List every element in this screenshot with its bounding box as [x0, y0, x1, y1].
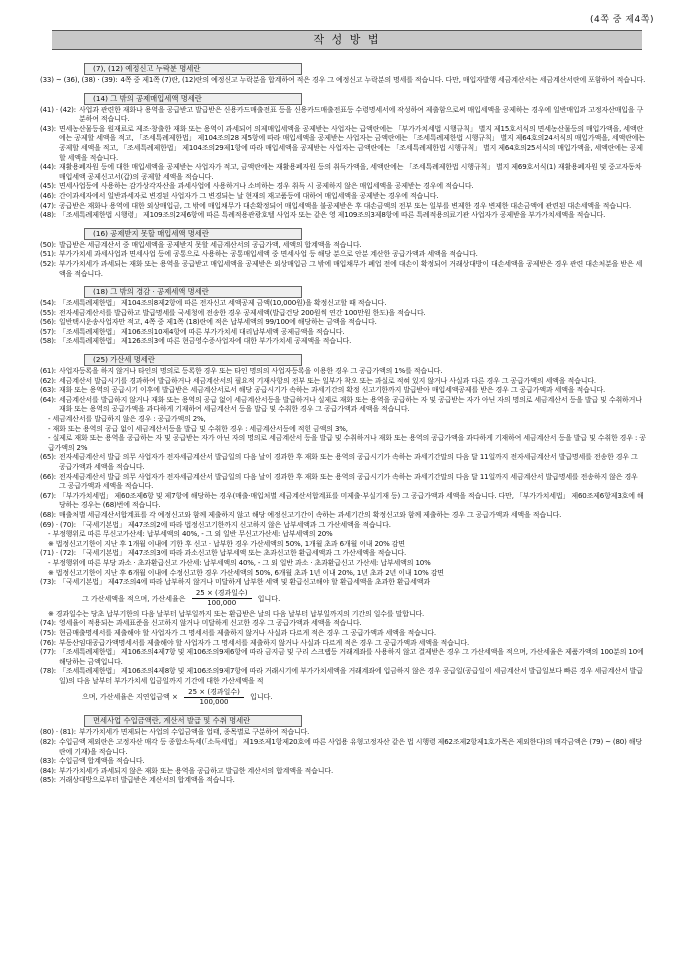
formula-prefix: 그 가산세액을 적으며, 가산세율은 [82, 594, 186, 603]
instruction-row [40, 639, 646, 649]
item-number: (71) · (72): [40, 549, 76, 558]
note-line: ※ 법정신고기한이 지난 후 1개월 이내에 기한 후 신고 · 납부한 경우 가산세액의 50%, 1개월 초과 6개월 이내 20% 감면 [48, 539, 405, 548]
item-text: 「조세특례제한법」 제106조의4제7항 및 제106조의9제6항에 따라 금지금 및 구리 스크랩등 거래계좌를 사용하지 않고 결제받은 경우 그 가산세액을 적으며, 가산세율은 제품가액의 100분의 10에 해당하는 금액입니다. [58, 648, 644, 666]
item-number: (56): [40, 318, 56, 327]
item-text: 수입금액 합계액을 적습니다. [58, 757, 145, 766]
fraction-denominator: 100,000 [207, 599, 237, 608]
rate-fraction [192, 589, 252, 608]
item-text: 부가가치세 과세사업과 면세사업 등에 공통으로 사용하는 공통매입세액 중 면세사업 등 해당 분으로 안분 계산한 공급가액과 세액을 적습니다. [58, 250, 478, 259]
item-number: (57): [40, 327, 56, 336]
item-number: (83): [40, 757, 56, 766]
item-number: (62): [40, 376, 56, 385]
instruction-row [40, 757, 646, 767]
section-header-nondeductible: (16) 공제받지 못할 매입세액 명세란 [84, 228, 302, 240]
fraction-denominator: 100,000 [199, 697, 229, 706]
instruction-row [40, 738, 646, 757]
item-number: (45): [40, 182, 56, 191]
instruction-row [40, 192, 646, 202]
rate-fraction [184, 688, 244, 707]
item-text: 「국세기본법」 제47조의2에 따라 법정신고기한까지 신고하지 않은 납부세액과 그 가산세액을 적습니다. [78, 520, 391, 529]
item-text: 영세율이 적용되는 과세표준을 신고하지 않거나 미달하게 신고한 경우 그 공급가액과 세액을 적습니다. [58, 619, 362, 628]
instruction-row [40, 511, 646, 521]
formula-line [40, 686, 646, 708]
item-text: 현금매출명세서를 제출해야 할 사업자가 그 명세서를 제출하지 않거나 사실과 다르게 적은 경우 그 공급가액과 세액을 적습니다. [58, 628, 437, 637]
item-number: (41) · (42): [40, 105, 76, 114]
item-number: (43): [40, 124, 56, 133]
bullet-line: - 실제로 재화 또는 용역을 공급하는 자 및 공급받는 자가 아닌 자의 명의로 세금계산서 등을 발급 및 수취하거나 재화 또는 용역의 공급가액을 과다하게 기재하여 세금계산서 등을 발급 및 수취한 경우 : 공급가액의 2% [48, 434, 646, 452]
instruction-row [40, 211, 646, 221]
item-text: 발급받은 세금계산서 중 매입세액을 공제받지 못할 세금계산서의 공급가액, 세액의 합계액을 적습니다. [58, 240, 362, 249]
item-text: 사업과 관련한 재화나 용역을 공급받고 발급받은 신용카드매출전표 등을 신용카드매출전표등 수령명세서에 작성하여 제출함으로써 매입세액을 공제하는 경우에 일반매입과 고정자산매입을 구분하여 적습니다. [78, 105, 644, 124]
instruction-row [40, 202, 646, 212]
instruction-row [40, 473, 646, 492]
item-number: (50): [40, 240, 56, 249]
bullet-line: - 부정행위에 따른 부당 과소 · 초과환급신고 가산세: 납부세액의 40%, - 그 외 일반 과소 · 초과환급신고 가산세: 납부세액의 10% [48, 558, 431, 567]
item-text: 부가가치세가 과세되지 않은 재화 또는 용역을 공급하고 발급한 계산서의 합계액을 적습니다. [58, 766, 334, 775]
item-number: (55): [40, 308, 56, 317]
instruction-row [40, 521, 646, 531]
item-number: (63): [40, 386, 56, 395]
instruction-row [40, 648, 646, 667]
bullet-line: - 재화 또는 용역의 공급 없이 세금계산서등을 발급 및 수취한 경우 : 세금계산서등에 적힌 금액의 3%, [48, 424, 348, 433]
item-text: 재화 또는 용역의 공급시기 이후에 발급받은 세금계산서로서 해당 공급시기가 속하는 과세기간의 확정 신고기한까지 발급받아 매입세액공제를 받은 경우 그 공급가액과 세액을 적습니다. [58, 386, 606, 395]
fraction-numerator: 25 × (경과일수) [192, 589, 252, 599]
item-text: 거래상대방으로부터 발급받은 계산서의 합계액을 적습니다. [58, 776, 235, 785]
section-header-other-deductions: (14) 그 밖의 공제매입세액 명세란 [84, 93, 302, 105]
item-text: 「국세기본법」 제47조의4에 따라 납부하지 않거나 미달하게 납부한 세액 및 환급신고해야 할 환급세액을 초과한 환급세액과 [58, 578, 430, 587]
instruction-row [40, 386, 646, 396]
fraction-numerator: 25 × (경과일수) [184, 688, 244, 698]
item-number: (67): [40, 491, 56, 500]
instruction-row [40, 578, 646, 588]
instruction-row [40, 619, 646, 629]
section-header-other-reductions: (18) 그 밖의 경감 · 공제세액 명세란 [84, 286, 302, 298]
instructions-body [40, 56, 646, 786]
item-text: 「조세특례제한법」 제104조의8제2항에 따른 전자신고 세액공제 금액(10,000원)을 확정신고할 때 적습니다. [58, 299, 387, 308]
item-text: 「조세특례제한법」 제106조의10제4항에 따른 부가가치세 대리납부세액 공제금액을 적습니다. [58, 327, 345, 336]
instruction-row [40, 728, 646, 738]
item-number: (80) · (81): [40, 728, 76, 737]
item-number: (77): [40, 648, 56, 657]
item-text: 전자세금계산서 발급 의무 사업자가 전자세금계산서 발급일의 다음 날이 경과한 후 재화 또는 용역의 공급시기가 속하는 과세기간말의 다음 달 11일까지 전자세금계산서 발급명세를 전송한 경우 그 공급가액과 세액을 적습니다. [58, 453, 638, 471]
item-number: (69) · (70): [40, 520, 76, 529]
formula-prefix: 으며, 가산세율은 지연입금액 × [82, 693, 178, 702]
item-number: (47): [40, 201, 56, 210]
item-text: 면세농산물등을 원재료로 제조·창출한 재화 또는 용역이 과세되어 의제매입세액을 공제받는 사업자는 급액란에는 「부가가치세법 시행규칙」 별지 제15호서식의 면세농산물등의 매입가액을, 세액란에는 공제할 세액을 적고, 「조세특례제한법」 제104조의28 제5항에 따라 매입세액을 공제받는 사업자는 금액란에는 「조세특례제한법 시행규칙」 별지 제64호의24서식의 매입가액을, 세액란에는 공제할 세액을 적고, 「조세특례제한법」 제104조의29제1항에 따라 매입세액을 공제받는 사업자는 금액란에는 「조세특례제한법 시행규칙」 별지 제64호의25서식의 매입가액을, 세액란에는 공제할 세액을 적습니다. [58, 124, 645, 162]
page-title: 작 성 방 법 [52, 30, 642, 50]
item-text: 「조세특례제한법」 제106조의4제8항 및 제106조의9제7항에 따라 거래시기에 부가가치세액을 거래계좌에 입금하지 않은 경우 공급일(공급일이 세금계산서 발급일보다 빠른 경우 세금계산서 발급일)의 다음 날부터 부가가치세 입금일까지 기간에 대한 가산세액을 적 [58, 667, 643, 685]
instruction-row [40, 776, 646, 786]
item-text: 공급받은 재화나 용역에 대한 외상매입금, 그 밖에 매입채무가 대손확정되어 매입세액을 불공제받은 후 대손금액의 전부 또는 일부를 변제한 경우 변제한 대손금액에 관련된 대손세액을 적습니다. [58, 201, 632, 210]
item-number: (84): [40, 766, 56, 775]
item-text: 세금계산서를 발급하지 않거나 재화 또는 용역의 공급 없이 세금계산서등을 발급하거나 실제로 재화 또는 용역을 공급하는 자 및 공급받는 자가 아닌 자의 명의로 세금계산서 등을 발급 및 수취하거나 재화 또는 용역의 공급가액을 과다하게 기재하여 세금계산서 등을 발급 및 수취한 경우 그 공급가액과 세액을 적습니다. [58, 395, 642, 414]
instruction-row [40, 241, 646, 251]
instruction-row [40, 377, 646, 387]
item-text: 매출처별 세금계산서합계표를 각 예정신고와 함께 제출하지 않고 해당 예정신고기간이 속하는 과세기간의 확정신고와 함께 제출하는 경우 그 공급가액과 세액을 적습니다. [58, 510, 562, 519]
item-number: (68): [40, 510, 56, 519]
formula-suffix: 입니다. [250, 693, 273, 702]
item-text: 「조세특례제한법」 제126조의3에 따른 현금영수증사업자에 대한 부가가치세 공제액을 적습니다. [58, 337, 352, 346]
item-text: 「조세특례제한법 시행령」 제109조의2제6항에 따른 특례적용관광호텔 사업자 또는 같은 영 제109조의3제8항에 따른 특례적용의료기관 사업자가 공제받을 부가가치세액을 적습니다. [58, 211, 606, 220]
section-header-penalty-tax: (25) 가산세 명세란 [84, 354, 302, 366]
instruction-row [40, 163, 646, 182]
item-number: (76): [40, 638, 56, 647]
instruction-row [40, 396, 646, 415]
instruction-row [40, 250, 646, 260]
item-number: (66): [40, 472, 56, 481]
instruction-row [40, 260, 646, 279]
instruction-row [40, 767, 646, 777]
bullet-line: - 세금계산서를 발급하지 않은 경우 : 공급가액의 2%, [48, 415, 206, 424]
item-number: (46): [40, 191, 56, 200]
item-text: 「국세기본법」 제47조의3에 따라 과소신고한 납부세액 또는 초과신고한 환급세액과 그 가산세액을 적습니다. [78, 549, 407, 558]
instruction-row [40, 492, 646, 511]
instruction-row [40, 76, 646, 86]
instruction-row [40, 367, 646, 377]
item-number: (75): [40, 628, 56, 637]
item-number: (33) ~ (36), (38) · (39): [40, 76, 118, 84]
item-text: 사업자등록을 하지 않거나 타인의 명의로 등록한 경우 또는 타인 명의의 사업자등록을 이용한 경우 그 공급가액의 1%를 적습니다. [58, 367, 443, 376]
item-text: 세금계산서 발급시기를 경과하여 발급하거나 세금계산서의 필요적 기재사항의 전부 또는 일부가 착오 또는 과실로 적혀 있지 않거나 사실과 다른 경우 그 공급가액의 세액을 적습니다. [58, 376, 596, 385]
instruction-row [40, 309, 646, 319]
item-text: 간이과세자에서 일반과세자로 변경된 사업자가 그 변경되는 날 현재의 재고품등에 대하여 매입세액을 공제받는 경우에 적습니다. [58, 191, 439, 200]
item-text: 4쪽 중 제1쪽 (7)란, (12)란의 예정신고 누락분을 합계하여 적은 경우 그 예정신고 누락분의 명세를 적습니다. 다만, 매입자발행 세금계산서는 세금계산서란에 포함하여 적습니다. [120, 76, 646, 84]
item-number: (58): [40, 337, 56, 346]
instruction-row [40, 453, 646, 472]
instruction-row [40, 629, 646, 639]
item-number: (48): [40, 211, 56, 220]
item-text: 전자세금계산서 발급 의무 사업자가 전자세금계산서 발급일의 다음 날이 경과한 후 재화 또는 용역의 공급시기가 속하는 과세기간말의 다음 달 11일까지 세금계산서 발급명세를 전송하지 않은 경우 그 공급가액과 세액을 적습니다. [58, 472, 638, 491]
instruction-row [40, 667, 646, 686]
instruction-row [40, 299, 646, 309]
item-number: (61): [40, 367, 56, 376]
instruction-row [40, 106, 646, 125]
item-number: (82): [40, 738, 56, 747]
item-text: 수입금액 제외란은 고정자산 매각 등 종합소득세(「소득세법」 제19조제1항제20호에 따른 사업용 유형고정자산 같은 법 시행령 제62조제2항제1호가목은 제외한다)의 매각금액은 (79) ~ (80) 해당란에 기재)을 적습니다. [58, 738, 642, 756]
instruction-row [40, 549, 646, 559]
instruction-row [40, 337, 646, 347]
instruction-row [40, 318, 646, 328]
item-number: (74): [40, 619, 56, 628]
item-text: 부동산임대공급가액명세서를 제출해야 할 사업자가 그 명세서를 제출하지 않거나 사실과 다르게 적은 경우 그 공급가액과 세액을 적습니다. [58, 638, 470, 647]
page-number: (4쪽 중 제4쪽) [590, 15, 654, 25]
item-text: 「부가가치세법」 제60조제6항 및 제7항에 해당하는 경우(매출·매입처별 세금계산서합계표를 미제출·부실기재 등) 그 공급가액과 세액을 적습니다. 다만, 「부가가치세법」 제60조제6항제3호에 해당하는 경우는 (68)번에 적습니다. [58, 491, 644, 510]
item-text: 부가가치세가 면제되는 사업의 수입금액을 업태, 종목별로 구분하여 적습니다. [78, 728, 310, 737]
item-number: (64): [40, 395, 56, 404]
item-number: (51): [40, 250, 56, 259]
instruction-row [40, 125, 646, 163]
note-line: ※ 경과일수는 당초 납부기한의 다음 날부터 납부일까지 또는 환급받은 날의 다음 날부터 납부일까지의 기간의 일수를 말합니다. [48, 609, 425, 618]
formula-suffix: 입니다. [257, 594, 281, 603]
item-text: 일반택시운송사업자만 적고, 4쪽 중 제1쪽 (18)란에 적은 납부세액의 99/100에 해당하는 금액을 적습니다. [58, 318, 377, 327]
item-number: (54): [40, 299, 56, 308]
item-number: (65): [40, 453, 56, 462]
bullet-line: - 부정행위로 따른 무신고가산세: 납부세액의 40%, - 그 외 일반 무신고가산세: 납부세액의 20% [48, 530, 333, 539]
item-text: 재활용폐자원 등에 대한 매입세액을 공제받는 사업자가 적고, 금액란에는 재활용폐자원 등의 취득가액을, 세액란에는 「조세특례제한법 시행규칙」 별지 제69호서식(1) 재활용폐자원 및 중고자동차 매입세액 공제신고서(갑)의 공제할 세액을 적습니다. [58, 163, 642, 181]
item-number: (85): [40, 776, 56, 785]
item-number: (44): [40, 163, 56, 172]
item-number: (73): [40, 578, 56, 587]
section-header-tax-exempt-income: 면세사업 수입금액란, 계산서 발급 및 수취 명세란 [84, 715, 302, 727]
item-number: (78): [40, 667, 56, 676]
item-text: 면세사업등에 사용하는 감가상각자산을 과세사업에 사용하거나 소비하는 경우 취득 시 공제하지 않은 매입세액을 공제받는 경우에 적습니다. [58, 182, 474, 191]
item-text: 부가가치세가 과세되는 재화 또는 용역을 공급받고 매입세액을 공제받은 외상매입금 그 밖에 매입채무가 폐업 전에 대손이 확정되어 거래상대방이 대손세액을 공제받은 경우 관련 대손처분을 받은 세액을 적습니다. [58, 259, 643, 278]
section-header-preliminary-omission: (7), (12) 예정신고 누락분 명세란 [84, 63, 302, 75]
note-line: ※ 법정신고기한이 지난 후 6개월 이내에 수정신고한 경우 가산세액의 50%, 6개월 초과 1년 이내 20%, 1년 초과 2년 이내 10% 감면 [48, 568, 444, 577]
item-text: 전자세금계산서를 발급하고 발급명세를 국세청에 전송한 경우 공제세액(발급건당 200원씩 연간 100만원 한도)을 적습니다. [58, 308, 426, 317]
formula-line [40, 588, 646, 610]
item-number: (52): [40, 259, 56, 268]
instruction-row [40, 182, 646, 192]
